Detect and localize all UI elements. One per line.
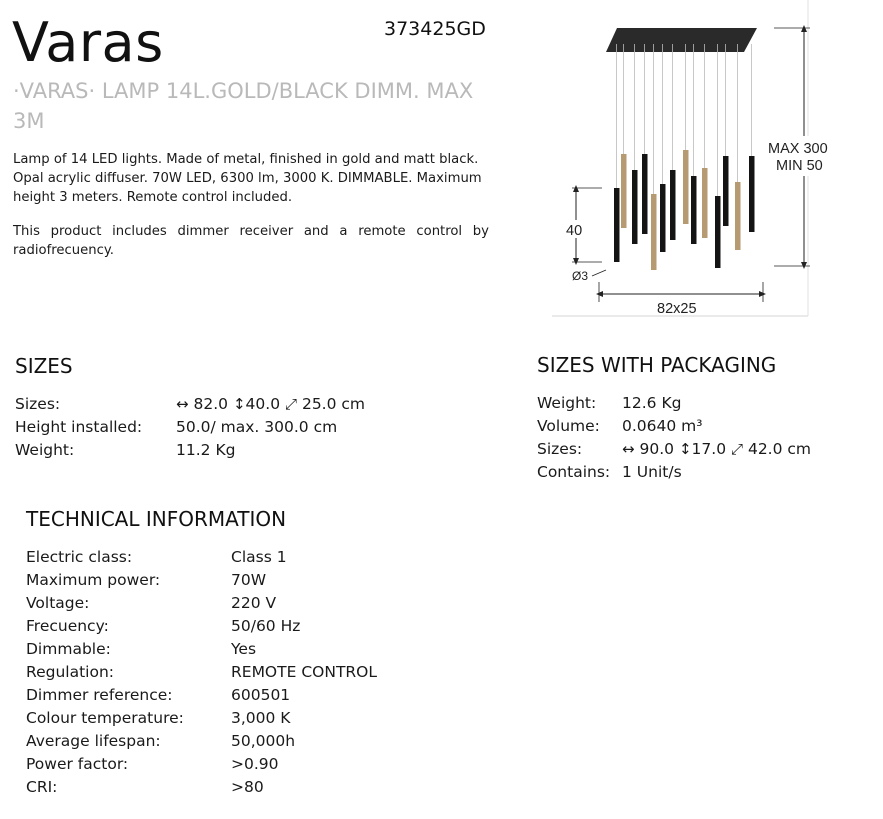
gold-light-bar [702, 168, 708, 238]
canopy-shape [606, 28, 757, 52]
row-value: 50,000h [231, 732, 296, 750]
width-icon: ↔ [176, 395, 189, 413]
packaging-row-weight [537, 392, 877, 415]
product-description: Lamp of 14 LED lights. Made of metal, finished in gold and matt black. Opal acrylic diffuser. 70W LED, 6300 lm, 3000 K. DIMMABLE. Maximum height 3 meters. Remote control included. [13, 152, 482, 205]
product-subtitle: ·VARAS· LAMP 14L.GOLD/BLACK DIMM. MAX 3M [13, 79, 474, 133]
row-label: Frecuency: [26, 617, 109, 635]
row-label: Colour temperature: [26, 709, 184, 727]
sizes-row-height [15, 416, 495, 439]
row-value: 50/60 Hz [231, 617, 301, 635]
width-value: 90.0 [639, 440, 675, 458]
black-light-bar [691, 176, 697, 244]
black-light-bar [715, 196, 721, 268]
packaging-row-sizes [537, 438, 877, 461]
row-label: Average lifespan: [26, 732, 161, 750]
depth-icon: ⤢ [285, 395, 298, 413]
technical-row [26, 730, 526, 753]
gold-light-bar [621, 154, 627, 228]
row-label: Sizes: [15, 395, 61, 413]
technical-row [26, 615, 526, 638]
row-label: Maximum power: [26, 571, 161, 589]
row-value: Class 1 [231, 548, 287, 566]
row-value: 1 Unit/s [622, 463, 682, 481]
black-light-bar [642, 154, 648, 234]
gold-light-bar [651, 194, 657, 270]
row-label: CRI: [26, 778, 58, 796]
row-label: Height installed: [15, 418, 143, 436]
technical-row [26, 776, 526, 799]
technical-row [26, 753, 526, 776]
row-label: Dimmer reference: [26, 686, 173, 704]
row-value: >0.90 [231, 755, 279, 773]
row-label: Contains: [537, 463, 611, 481]
row-label: Volume: [537, 417, 600, 435]
technical-row [26, 546, 526, 569]
packaging-list [537, 392, 877, 484]
height-value: 40.0 [245, 395, 281, 413]
row-value: 0.0640 m³ [622, 417, 703, 435]
row-label: Weight: [15, 441, 75, 459]
row-value: 600501 [231, 686, 291, 704]
black-light-bar [614, 188, 620, 262]
product-title: Varas [12, 11, 164, 74]
packaging-row-contains [537, 461, 877, 484]
black-light-bar [660, 184, 666, 252]
gold-light-bar [683, 150, 689, 224]
depth-value: 42.0 cm [747, 440, 812, 458]
depth-icon: ⤢ [731, 440, 744, 458]
height-icon: ↕ [232, 395, 246, 413]
technical-list [26, 546, 526, 799]
sizes-title: SIZES [15, 354, 73, 378]
product-reference: 373425GD [384, 18, 486, 40]
row-value [176, 393, 365, 416]
row-value: 70W [231, 571, 267, 589]
row-value: >80 [231, 778, 264, 796]
width-icon: ↔ [622, 440, 635, 458]
bar-height-label: 40 [566, 223, 583, 239]
technical-row [26, 569, 526, 592]
technical-row [26, 684, 526, 707]
gold-light-bar [735, 182, 741, 250]
lamp-drawing [552, 0, 828, 320]
technical-row [26, 707, 526, 730]
sizes-list [15, 393, 495, 462]
black-light-bar [749, 156, 755, 232]
black-light-bar [632, 170, 638, 244]
packaging-title: SIZES WITH PACKAGING [537, 353, 777, 377]
max-height-label: MAX 300 [768, 141, 828, 157]
product-note: This product includes dimmer receiver and a remote control by radiofrecuency. [13, 224, 489, 258]
height-icon: ↕ [678, 440, 692, 458]
width-value: 82.0 [193, 395, 229, 413]
row-label: Sizes: [537, 440, 583, 458]
row-value: 220 V [231, 594, 277, 612]
sizes-row-weight [15, 439, 495, 462]
depth-value: 25.0 cm [301, 395, 366, 413]
diameter-label: Ø3 [572, 269, 589, 283]
technical-row [26, 638, 526, 661]
technical-title: TECHNICAL INFORMATION [26, 507, 287, 531]
row-label: Dimmable: [26, 640, 111, 658]
row-value: Yes [231, 640, 257, 658]
black-light-bar [723, 156, 729, 226]
row-value: REMOTE CONTROL [231, 663, 378, 681]
row-label: Regulation: [26, 663, 114, 681]
height-value: 17.0 [691, 440, 727, 458]
packaging-row-volume [537, 415, 877, 438]
row-value: 12.6 Kg [622, 394, 682, 412]
row-label: Weight: [537, 394, 597, 412]
row-label: Power factor: [26, 755, 129, 773]
row-value [622, 438, 811, 461]
row-label: Electric class: [26, 548, 133, 566]
black-light-bar [670, 170, 676, 240]
sizes-row-dimensions [15, 393, 495, 416]
base-size-label: 82x25 [657, 301, 697, 317]
technical-row [26, 592, 526, 615]
row-value: 50.0/ max. 300.0 cm [176, 418, 338, 436]
row-value: 11.2 Kg [176, 441, 236, 459]
technical-row [26, 661, 526, 684]
row-label: Voltage: [26, 594, 90, 612]
min-height-label: MIN 50 [776, 158, 823, 174]
row-value: 3,000 K [231, 709, 291, 727]
